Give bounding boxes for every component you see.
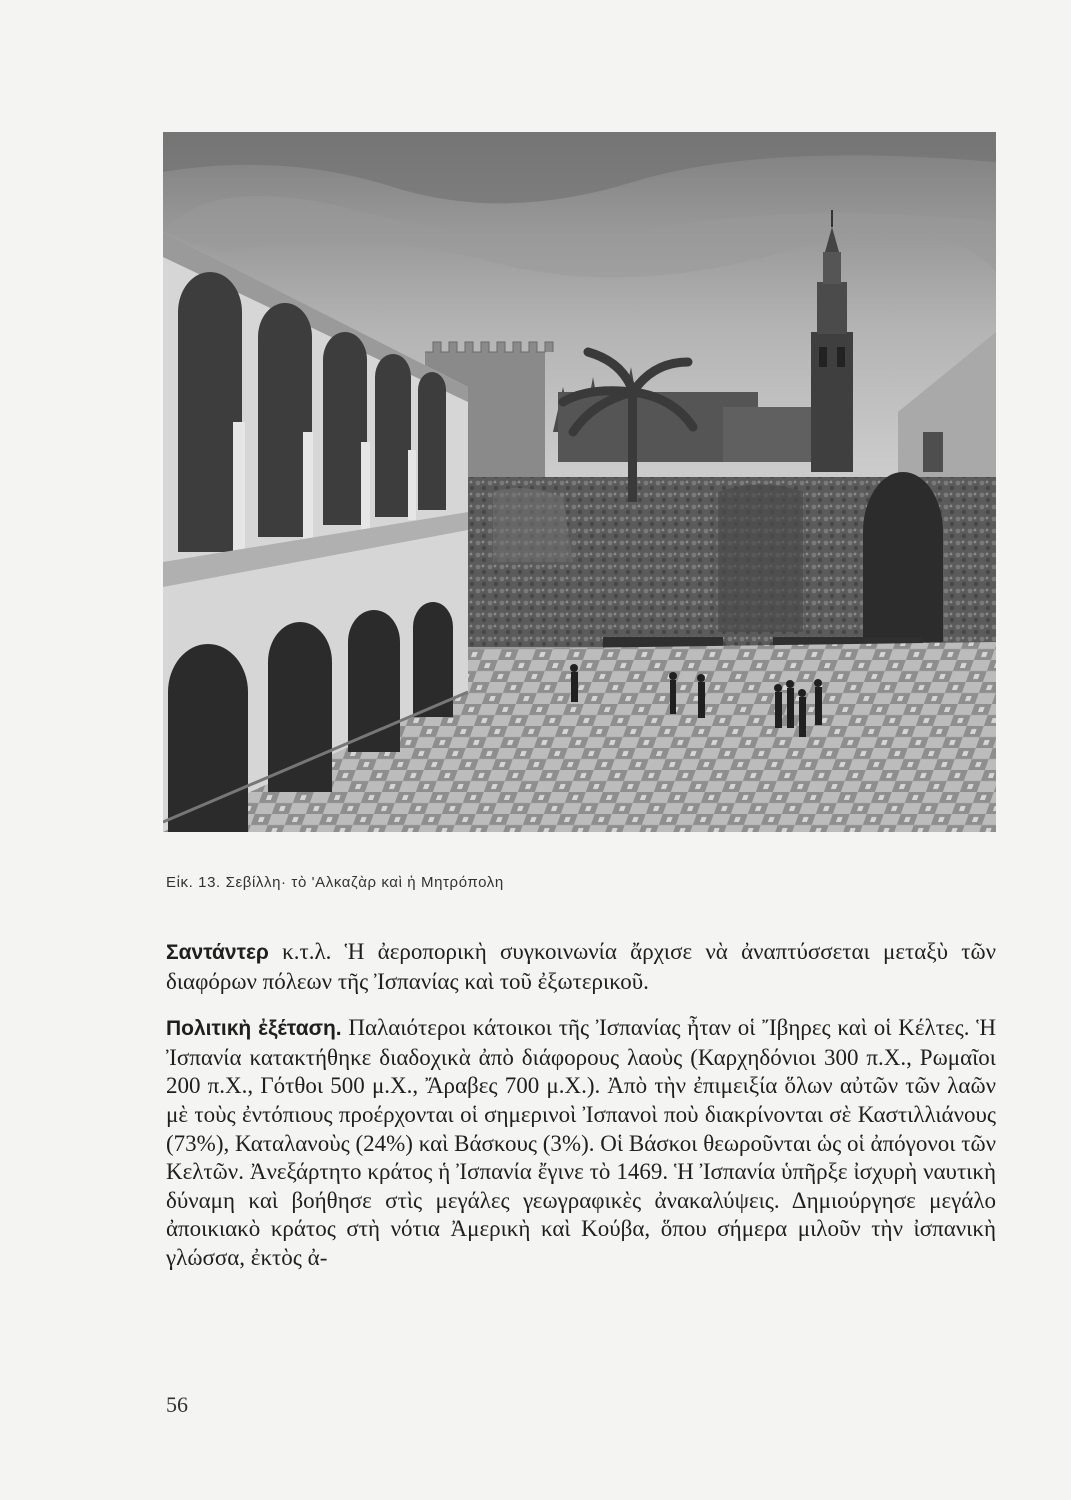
paragraph-text: κ.τ.λ. Ἡ ἀεροπορικὴ συγκοινωνία ἄρχισε νὰ ἀναπτύσσεται μεταξὺ τῶν διαφόρων πόλεων τῆς Ἰσπανίας καὶ τοῦ ἐξωτερικοῦ. [166, 939, 996, 994]
section-heading: Πολιτικὴ ἐξέταση. [166, 1017, 342, 1041]
paragraph-lead: Σαντάντερ [166, 941, 269, 964]
paragraph [166, 938, 996, 996]
page-number: 56 [166, 1392, 188, 1417]
figure-photo-alcazar-seville [163, 132, 996, 832]
paragraph-text: Παλαιότεροι κάτοικοι τῆς Ἰσπανίας ἦταν οἱ Ἴβηρες καὶ οἱ Κέλτες. Ἡ Ἰσπανία κατακτήθηκε διαδοχικὰ ἀπὸ διάφορους λαοὺς (Καρχηδόνιοι 300 π.Χ., Ρωμαῖοι 200 π.Χ., Γότθοι 500 μ.Χ., Ἄραβες 700 μ.Χ.). Ἀπὸ τὴν ἐπιμειξία ὅλων αὐτῶν τῶν λαῶν μὲ τοὺς ἐντόπιους προέρχονται οἱ σημερινοὶ Ἰσπανοὶ ποὺ διακρίνονται σὲ Καστιλλιάνους (73%), Καταλανοὺς (24%) καὶ Βάσκους (3%). Οἱ Βάσκοι θεωροῦνται ὡς οἱ ἀπόγονοι τῶν Κελτῶν. Ἀνεξάρτητο κράτος ἡ Ἰσπανία ἔγινε τὸ 1469. Ἡ Ἰσπανία ὑπῆρξε ἰσχυρὴ ναυτικὴ δύναμη καὶ βοήθησε στὶς μεγάλες γεωγραφικὲς ἀνακαλύψεις. Δημιούργησε μεγάλο ἀποικιακὸ κράτος στὴ νότια Ἀμερικὴ καὶ Κούβα, ὅπου σήμερα μιλοῦν τὴν ἰσπανικὴ γλώσσα, ἐκτὸς ἀ- [166, 1015, 996, 1270]
paragraph [166, 1014, 996, 1272]
body-text [166, 938, 996, 1273]
figure-caption: Εἰκ. 13. Σεβίλλη· τὸ 'Αλκαζὰρ καὶ ἡ Μητρόπολη [166, 874, 504, 891]
